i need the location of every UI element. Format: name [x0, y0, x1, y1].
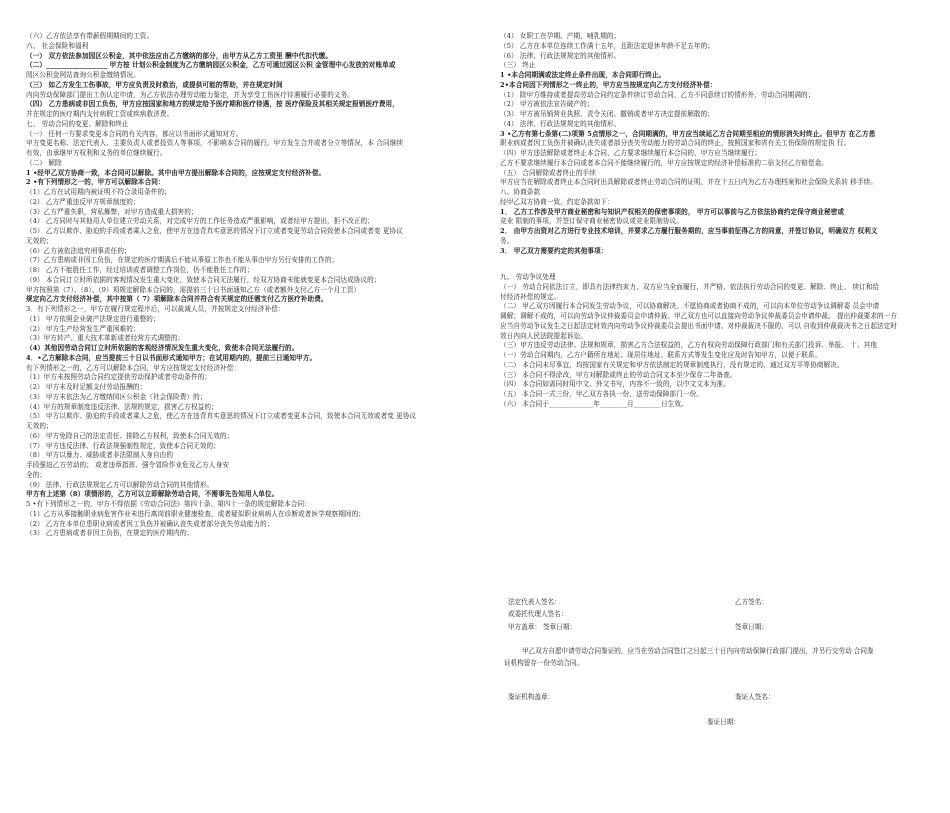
text-line: （4） 法律、行政法规规定的其他情形。 — [500, 119, 621, 128]
text-line: （4）甲方的规章制度违反法律、法规的规定，损害乙方权益的； — [26, 402, 218, 411]
text-line: （1） 甲方依照企业破产法规定进行重整的； — [26, 314, 160, 323]
text-line: （2） 乙方严重违反甲方规章制度的； — [26, 197, 140, 206]
text-line: （二） 解除 — [26, 158, 62, 167]
text-line: （3）乙方严重失职，营私舞弊，对甲方造成重大损害的； — [26, 207, 198, 216]
text-line: 3． 甲乙双方需要约定的其他事项： — [500, 246, 608, 255]
text-line: （四） 本合同如需同时用中文、外文书写，内容不一致的，以中文文本为准。 — [500, 380, 730, 389]
text-line: 4．•乙方解除本合同，应当提前三十日以书面形式通知甲方；在试用期内的，提前三日通知甲方。 — [26, 353, 317, 362]
delegate-label: 或委托代理人签名： — [508, 610, 568, 618]
text-line: 应当自劳动争议发生之日起法定时效内向劳动争议仲裁委员会提出书面申请。对仲裁裁决不服的，可以 自收到仲裁裁决书之日起法定时 — [500, 321, 898, 330]
text-line: 甲方应当在解除或者终止本合同时出具解除或者终止劳动合同的证明，并在十五日内为乙方办理档案和社会保险关系转 移手续。 — [500, 178, 878, 187]
text-line: 甲方按照第（7）、（8）、（9）项规定解除本合同的，需提前三十日书面通知乙方（或者额外支付乙方一个月工资） — [26, 285, 361, 294]
text-line: 无效的； — [26, 236, 53, 245]
text-line: （三） 本合同不得涂改，甲方对解除或终止的劳动合同文本至少保存二年备查。 — [500, 370, 737, 379]
text-line: （3） 甲方被吊销营业执照、责令关闭、撤销或者甲方决定提前解散的； — [500, 110, 714, 118]
text-line: （8） 甲方以暴力、威胁或者非法限制人身自由的 — [26, 451, 174, 460]
text-line: （五） 合同解除或者终止的手续 — [500, 168, 596, 177]
text-line: （六）乙方依法享有带薪假期期间的工资。 — [26, 32, 154, 40]
text-line: （3）甲方转产、重大技术革新或者经营方式调整的； — [26, 334, 185, 343]
text-line: 1 •本合同期满或法定终止条件出现，本合同即行终止。 — [500, 71, 666, 79]
text-line: （4） 女职工在孕期、产期、哺乳期的； — [500, 32, 621, 40]
text-line: 有下列情形之一的，乙方可以解除本合同，甲方应按规定支付经济补偿： — [26, 363, 241, 372]
text-line: 1 •经甲乙双方协商一致，本合同可以解除。其中由甲方提出解除本合同的，应按规定支付经济补偿。 — [26, 168, 326, 177]
text-line: 并在规定的医疗期内支付病假工资或疾病救济费。 — [26, 110, 174, 118]
text-line: 园区公积金网站查询公积金缴纳情况。 — [26, 71, 140, 79]
cert-person-label: 鉴证人签名： — [735, 693, 775, 701]
text-line: 规定向乙方支付经济补偿，其中按第（ 7）项解除本合同并符合有关规定的还需支付乙方医疗补助费。 — [26, 295, 328, 304]
text-line: 2． 由甲方出资对乙方进行专业技术培训，并要求乙方履行服务期的，应当事前征得乙方的同意，并签订协议，明确双方 权利义 — [500, 227, 878, 235]
text-line: （2） 甲方生产经营发生严重困难的； — [26, 324, 140, 333]
text-line: 有效，由承继甲方权利和义务的单位继续履行。 — [26, 149, 167, 157]
text-line: （四）甲方违法解除或者终止本合同，乙方要求继续履行本合同的，甲方应当继续履行； — [500, 149, 762, 157]
text-line: 竞业 限制的事项，并签订保守商业秘密协议或竞业限制协议。 — [500, 217, 683, 226]
right-column — [500, 32, 936, 410]
text-line: （9） 本合同订立时所依据的客观情况发生重大变化，致使本合同无法履行，经双方协商未能就变更本合同达成协议的； — [26, 275, 381, 284]
text-line: （三）甲方违反劳动法律、法规和规章，损害乙方合法权益的，乙方有权向劳动保障行政部门和有关部门投诉、举报。 十、其他 — [500, 341, 878, 350]
text-line: 内向劳动保障部门提出工伤认定申请，为乙方依法办理劳动能力鉴定，并为享受工伤医疗待遇履行必要的义务。 — [26, 90, 354, 99]
text-line: （1）乙方从事接触职业病危害作业未进行离岗前职业健康检查，或者疑似职业病病人在诊断或者医学观察期间的； — [26, 509, 365, 518]
party-b-sign-label: 乙方签名： — [735, 598, 768, 606]
text-line: （1） 除甲方维持或者提高劳动合同约定条件续订劳动合同，乙方不同意续订的情形外，劳动合同期满的； — [500, 90, 815, 99]
text-line: 九、 劳动争议处理 — [500, 273, 556, 281]
text-line: 2•本合同因下列情形之一终止的，甲方应当按规定向乙方支付经济补偿： — [500, 80, 717, 89]
text-line: 2 •有下列情形之一的，甲方可以解除本合同： — [26, 178, 165, 187]
text-line: （二）__________________ 甲方按 计划公积金制度为乙方缴纳园区公积金，乙方可通过园区公积 金管理中心发放的对账单或 — [26, 61, 396, 70]
text-line: 七、 劳动合同的变更、解除和终止 — [26, 119, 129, 128]
text-line: （9） 法律、行政法规规定乙方可以解除劳动合同的其他情形。 — [26, 480, 214, 489]
text-line: （2） 甲方未及时足额支付劳动报酬的； — [26, 383, 147, 391]
text-line: 无效的； — [26, 422, 53, 430]
text-line: 务。 — [500, 236, 514, 245]
text-line: （三） 终止 — [500, 61, 536, 70]
cert-org-seal-label: 鉴证机构盖章： — [508, 693, 555, 701]
text-line: 乙方不要求继续履行本合同或者本合同不能继续履行的，甲方应按规定的经济补偿标准的二倍支付乙方赔偿金。 — [500, 158, 828, 167]
legal-rep-label: 法定代表人签名： — [508, 598, 561, 606]
text-line: （6）乙方被依法追究刑事责任的； — [26, 246, 131, 255]
text-line: （二） 甲乙双方因履行本合同发生劳动争议，可以协商解决。不愿协商或者协商不成的，可以向本单位劳动争议调解委 员会申请 — [500, 302, 880, 311]
text-line: （8） 乙方不能胜任工作，经过培训或者调整工作岗位，仍不能胜任工作的； — [26, 266, 254, 274]
text-line: （3） 乙方患病或者非因工负伤，在规定的医疗期内的； — [26, 529, 194, 538]
cert-date-label: 鉴证日期： — [707, 718, 740, 726]
left-column — [26, 32, 466, 539]
text-line: （4）其他因劳动合同订立时所依据的客观经济情况发生重大变化，致使本合同无法履行的。 — [26, 344, 299, 352]
text-line: （一） 双方依法参加园区公积金，其中依法应由乙方缴纳的部分，由甲方从乙方工资里 酬中代扣代缴。 — [26, 51, 333, 60]
text-line: （一） 任何一方要求变更本合同的有关内容，都应以书面形式通知对方。 — [26, 129, 243, 138]
text-line: （4） 乙方同时与其他用人单位建立劳动关系，对完成甲方的工作任务造成严重影响，或者经甲方提出，拒不改正的； — [26, 217, 374, 226]
text-line: 经甲乙双方协商一致，约定条款如下： — [500, 197, 614, 206]
text-line: 调解；调解不成的，可以向劳动争议仲裁委员会申请仲裁。甲乙双方也可以直接向劳动争议仲裁委员会申请仲裁。 提出仲裁要求的一方 — [500, 312, 898, 320]
sign-date-label: 签章日期： — [735, 623, 768, 631]
text-line: （一）劳动合同期内，乙方户籍所在地址、现居住地址、联系方式等发生变化应及时告知甲方，以便于联系。 — [500, 351, 822, 359]
text-line: 效日内向人民法院提起诉讼。 — [500, 331, 588, 340]
cert-note-line-2: 证机构留存一份劳动合同。 — [504, 659, 584, 667]
text-line: （5） 乙方在本单位连续工作满十五年，且距法定退休年龄不足五年的； — [500, 41, 714, 50]
text-line: （1）甲方未按照劳动合同约定提供劳动保护或者劳动条件的； — [26, 373, 212, 382]
text-line: （四） 乙方患病或非因工负伤，甲方应按国家和地方的规定给予医疗期和医疗待遇，按 医疗保险及其相关规定报销医疗费用， — [26, 100, 399, 109]
text-line: （7） 甲方违反法律、行政法规强制性规定，致使本合同无效的； — [26, 441, 220, 450]
text-line: （2） 乙方在本单位患职业病或者因工负伤并被确认丧失或者部分丧失劳动能力的； — [26, 519, 274, 528]
text-line: （7）乙方患病或非因工负伤，在规定的医疗期满后不能从事原工作也不能从事由甲方另行安排的工作的； — [26, 256, 339, 265]
text-line: （6） 甲方免除自己的法定责任、排除乙方权利，致使本合同无效的； — [26, 431, 234, 440]
text-line: （一） 劳动合同依法订立，即具有法律约束力，双方应当全面履行，并严格、依法执行劳动合同的变更、解除、终止、 续订和给 — [500, 282, 880, 291]
text-line: 八、协商条款 — [500, 188, 541, 196]
text-line: （3） 甲方未依法为乙方缴纳园区公积金（社会保险费）的； — [26, 392, 207, 401]
text-line: 甲方变更名称、法定代表人、主要负责人或者投资人等事项，不影响本合同的履行。甲方发生合并或者分立等情况，本 合同继续 — [26, 139, 404, 148]
cert-note-line-1: 甲乙双方自愿申请劳动合同鉴证的，应当在劳动合同签订之日起三十日内向劳动保障行政部门提出，并另行交劳动 合同鉴 — [522, 647, 874, 655]
text-line: 职业病或者因工负伤并被确认丧失或者部分丧失劳动能力的劳动合同的终止，按照国家和省有关工伤保险的规定执 行。 — [500, 139, 851, 148]
text-line: （二） 本合同未尽事宜，均按国家有关规定和甲方依法制定的规章制度执行，没有规定的，通过双方平等协商解决。 — [500, 360, 844, 369]
text-line: 1． 乙方工作涉及甲方商业秘密和与知识产权相关的保密事项的， 甲方可以事前与乙方依法协商约定保守商业秘密或 — [500, 207, 845, 216]
party-a-seal-label: 甲方盖章： 签章日期： — [508, 623, 577, 631]
text-line: 3．有下列情形之一，甲方在履行规定程序后，可以裁减人员，并按规定支付经济补偿： — [26, 305, 285, 313]
text-line: （5） 乙方以欺诈、胁迫的手段或者乘人之危，使甲方在违背真实意思的情况下订立或者变更劳动合同致使本合同或者变 更协议 — [26, 227, 403, 235]
text-line: （五） 本合同一式三份，甲乙双方各执一份，送劳动保障部门一份。 — [500, 390, 704, 398]
text-line — [500, 256, 936, 266]
text-line: 甲方有上述第（8）项情形的，乙方可以立即解除劳动合同，不需事先告知用人单位。 — [26, 490, 279, 499]
text-line: （六） 本合同于_____________年________月________日生效。 — [500, 399, 688, 408]
text-line: （5） 甲方以欺诈、胁迫的手段或者乘人之危，使乙方在违背真实意思的情况下订立或者变更本合同，致使本合同无效或者变 更协议 — [26, 412, 417, 421]
text-line: 六、 社会保险和福利 — [26, 41, 89, 50]
text-line: （6） 法律、行政法规规定的其他情形。 — [500, 51, 621, 60]
text-line: 3 •乙方有第七条第(二)项第 5点情形之一，合同期满的，甲方应当续延乙方合同期至相应的情形消失时终止。但甲方 在乙方患 — [500, 129, 876, 138]
text-line: （三） 如乙方发生工伤事故，甲方应负责及时救治，或提供可能的帮助，并在规定时间 — [26, 80, 283, 89]
text-line: （2） 甲方被依法宣告破产的； — [500, 100, 594, 109]
text-line: （1）乙方在试用期内被证明不符合录用条件的； — [26, 188, 171, 196]
text-line: 5 •有下列情形之一的，甲方不得依据《劳动合同法》第四十条、第四十一条的规定解除本合同： — [26, 500, 311, 508]
text-line: 手段强迫乙方劳动的； 或者违章指挥、强令冒险作业危及乙方人身安 — [26, 461, 230, 469]
text-line: 全的； — [26, 470, 47, 479]
text-line: 付经济补偿的规定。 — [500, 292, 561, 301]
